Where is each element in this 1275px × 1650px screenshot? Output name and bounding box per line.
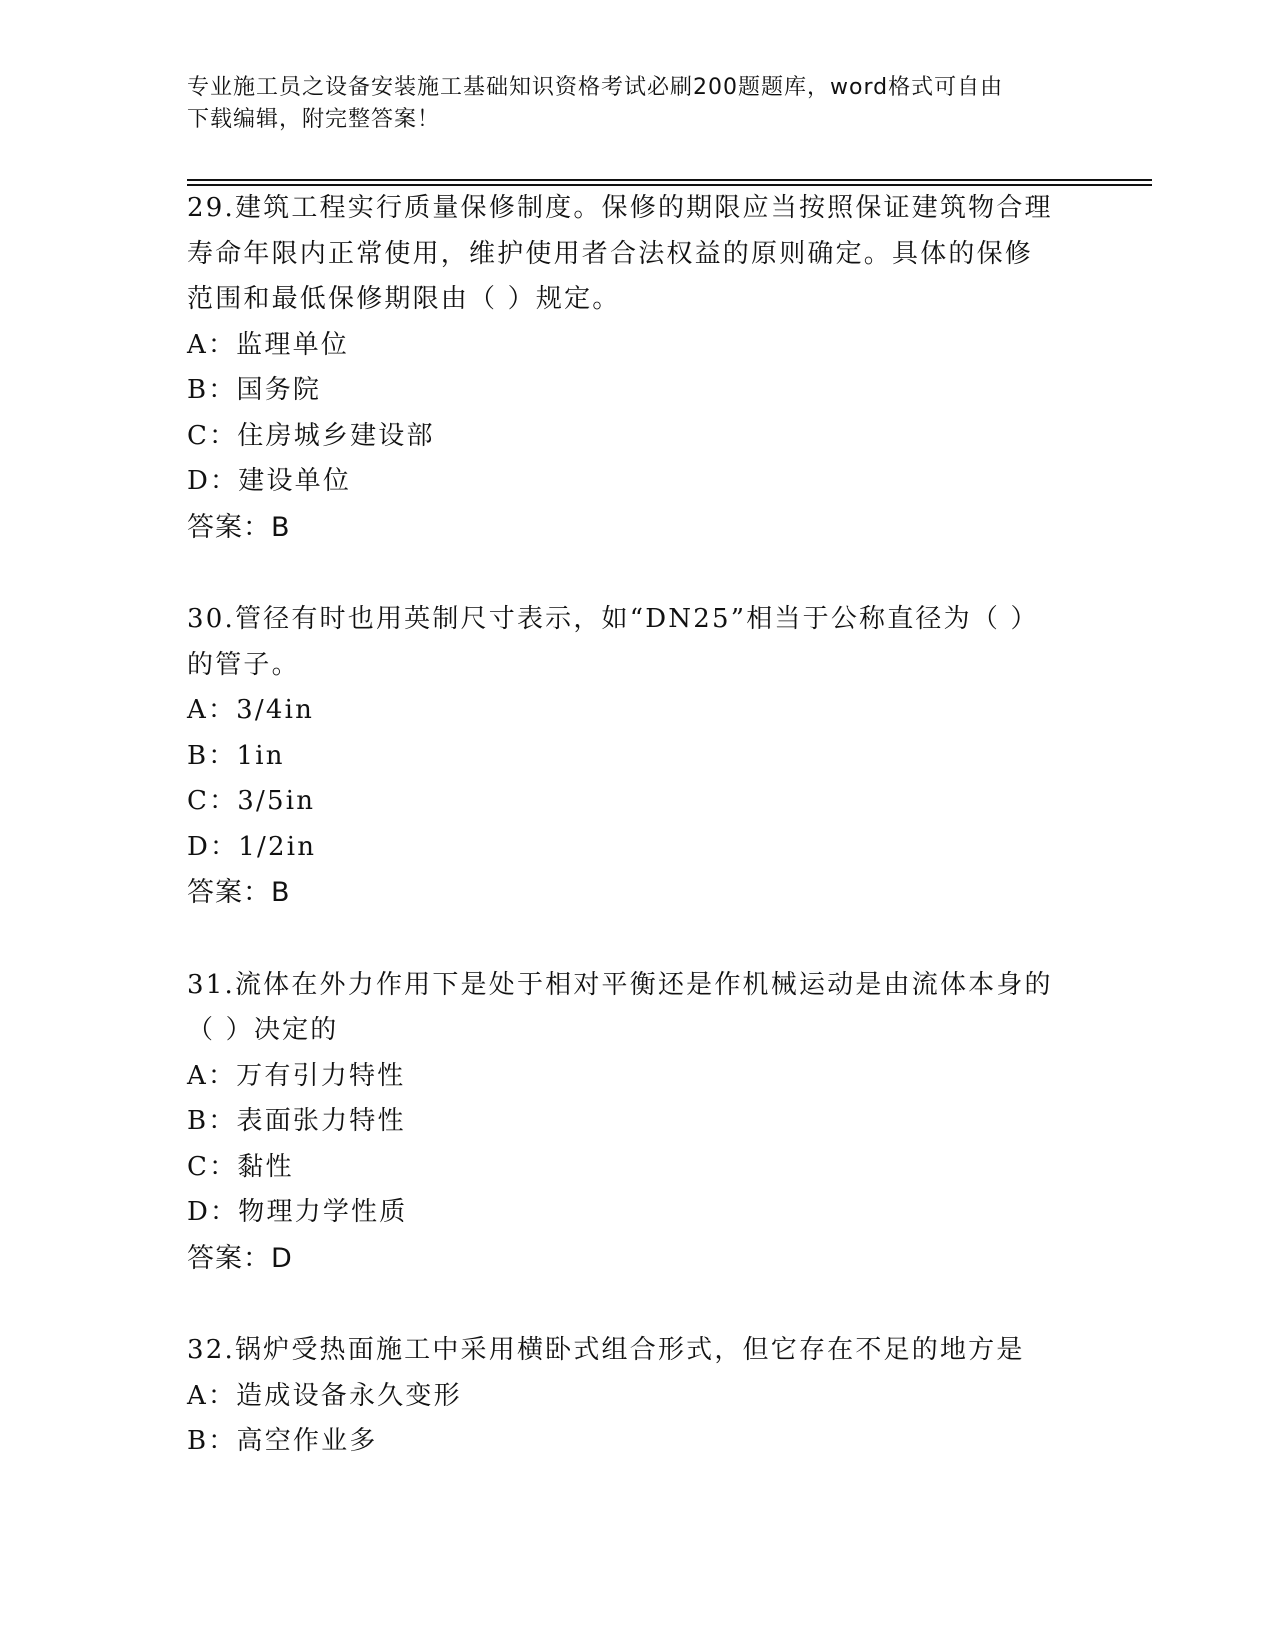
- question-30: [187, 597, 1087, 916]
- question-29: [187, 186, 1087, 550]
- question-stem-line: 30.管径有时也用英制尺寸表示，如“DN25”相当于公称直径为（ ）: [187, 604, 1039, 634]
- option-b: B：表面张力特性: [187, 1106, 406, 1136]
- option-d: D：1/2in: [187, 831, 317, 862]
- option-c: C：3/5in: [187, 786, 316, 816]
- option-b: B：国务院: [187, 375, 322, 405]
- answer-text: 答案：D: [187, 1242, 293, 1274]
- question-stem-line: 29.建筑工程实行质量保修制度。保修的期限应当按照保证建筑物合理: [187, 193, 1053, 223]
- option-a: A：造成设备永久变形: [187, 1380, 462, 1411]
- option-c: C：住房城乡建设部: [187, 420, 435, 451]
- question-stem-line: 的管子。: [187, 649, 300, 680]
- header-line-2: 下载编辑，附完整答案！: [187, 107, 441, 132]
- document-header: [187, 72, 1067, 136]
- question-stem-line: 寿命年限内正常使用，维护使用者合法权益的原则确定。具体的保修: [187, 238, 1034, 269]
- header-line-1: 专业施工员之设备安装施工基础知识资格考试必刷200题题库，word格式可自由: [187, 75, 1004, 100]
- option-c: C：黏性: [187, 1151, 294, 1182]
- question-stem-line: 32.锅炉受热面施工中采用横卧式组合形式，但它存在不足的地方是: [187, 1335, 1025, 1365]
- header-divider-top: [187, 179, 1152, 181]
- question-stem-line: 范围和最低保修期限由（ ）规定。: [187, 284, 621, 314]
- option-b: B：1in: [187, 740, 285, 771]
- option-b: B：高空作业多: [187, 1426, 378, 1456]
- question-stem-line: 31.流体在外力作用下是处于相对平衡还是作机械运动是由流体本身的: [187, 969, 1053, 1000]
- answer-text: 答案：B: [187, 877, 291, 908]
- option-d: D：物理力学性质: [187, 1197, 408, 1227]
- question-list: [187, 186, 1087, 1512]
- question-32: [187, 1328, 1087, 1465]
- option-a: A：监理单位: [187, 329, 349, 360]
- option-d: D：建设单位: [187, 466, 352, 496]
- question-stem-line: （ ）决定的: [187, 1015, 339, 1045]
- answer-text: 答案：B: [187, 511, 291, 543]
- option-a: A：3/4in: [187, 695, 315, 725]
- option-a: A：万有引力特性: [187, 1060, 406, 1091]
- question-31: [187, 963, 1087, 1282]
